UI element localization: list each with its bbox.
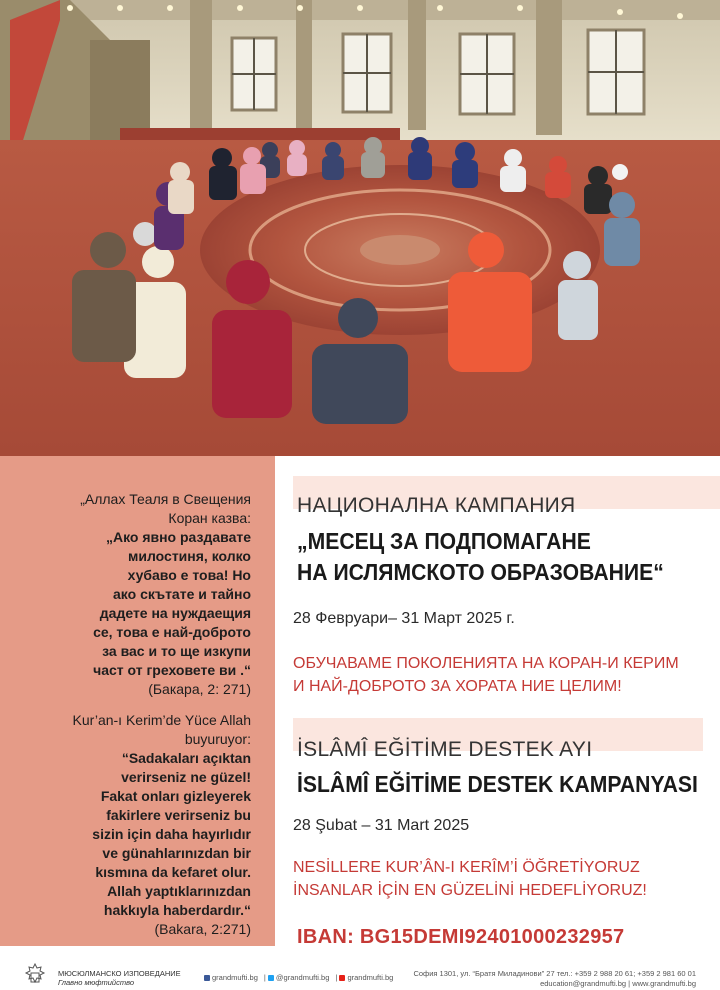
bg-quote-intro-1: „Аллах Теаля в Свещения <box>80 491 251 507</box>
bg-quote <box>24 490 251 699</box>
social-links: grandmufti.bg | @grandmufti.bg | grandmufti.bg <box>204 973 399 982</box>
bg-quote-intro-2: Коран казва: <box>168 510 251 526</box>
campaign-column <box>275 456 720 946</box>
iban-number: IBAN: BG15DEMI92401000232957 <box>297 926 625 948</box>
bg-kicker: НАЦИОНАЛНА КАМПАНИЯ <box>297 494 576 517</box>
footer <box>0 956 720 990</box>
mosque-logo-icon <box>22 962 48 986</box>
bg-dates: 28 Февруари– 31 Март 2025 г. <box>293 610 515 627</box>
tr-quote-line: Fakat onları gizleyerek <box>100 788 251 804</box>
org-name-line-1: МЮСЮЛМАНСКО ИЗПОВЕДАНИЕ <box>58 969 181 978</box>
tr-quote-line: “Sadakaları açıktan <box>121 750 251 766</box>
tr-quote-line: verirseniz ne güzel! <box>121 769 251 785</box>
tr-quote-source: (Bakara, 2:271) <box>154 921 251 937</box>
tr-quote-line: Allah yaptıklarınızdan <box>107 883 251 899</box>
bg-quote-line: ако скътате и тайно <box>113 586 251 602</box>
tr-quote <box>24 711 251 939</box>
twitter-link[interactable]: @grandmufti.bg <box>268 973 332 982</box>
tr-quote-intro-1: Kur’an-ı Kerim’de Yüce Allah <box>72 712 251 728</box>
bg-title-line-2: НА ИСЛЯМСКОТО ОБРАЗОВАНИЕ“ <box>297 559 664 585</box>
bg-title-line-1: „МЕСЕЦ ЗА ПОДПОМАГАНЕ <box>297 528 591 554</box>
tr-quote-intro-2: buyuruyor: <box>184 731 251 747</box>
tr-quote-line: ve günahlarınızdan bir <box>102 845 251 861</box>
quote-column <box>0 456 275 946</box>
tr-quote-line: hakkıyla haberdardır.“ <box>103 902 251 918</box>
bg-quote-line: дадете на нуждаещия <box>99 605 251 621</box>
tr-quote-line: kısmına da kefaret olur. <box>95 864 251 880</box>
bg-quote-line: се, това е най-доброто <box>93 624 251 640</box>
tr-kicker: İSLÂMÎ EĞİTİME DESTEK AYI <box>297 738 593 761</box>
tr-title: İSLÂMÎ EĞİTİME DESTEK KAMPANYASI <box>297 771 698 797</box>
bg-quote-line: „Ако явно раздавате <box>105 529 251 545</box>
tr-quote-line: sizin için daha hayırlıdır <box>92 826 251 842</box>
email-website[interactable]: education@grandmufti.bg | www.grandmufti.bg <box>540 979 696 988</box>
contact-info <box>413 969 696 989</box>
bg-slogan-line-1: ОБУЧАВАМЕ ПОКОЛЕНИЯТА НА КОРАН-И КЕРИМ <box>293 655 679 672</box>
youtube-icon <box>339 975 345 981</box>
facebook-link[interactable]: grandmufti.bg <box>204 973 261 982</box>
bg-quote-line: хубаво е това! Но <box>127 567 251 583</box>
bg-quote-line: милостиня, колко <box>128 548 251 564</box>
facebook-icon <box>204 975 210 981</box>
twitter-icon <box>268 975 274 981</box>
org-name-line-2: Главно мюфтийство <box>58 978 135 987</box>
tr-dates: 28 Şubat – 31 Mart 2025 <box>293 817 470 834</box>
hero-photo <box>0 0 720 456</box>
youtube-link[interactable]: grandmufti.bg <box>339 973 396 982</box>
bg-quote-line: за вас и то ще изкупи <box>102 643 251 659</box>
tr-quote-line: fakirlere verirseniz bu <box>106 807 251 823</box>
bg-quote-source: (Бакара, 2: 271) <box>148 681 251 697</box>
bg-quote-line: част от греховете ви .“ <box>93 662 251 678</box>
org-name <box>58 969 181 987</box>
tr-slogan-line-1: NESİLLERE KUR’ÂN-I KERÎM’İ ÖĞRETİYORUZ <box>293 859 640 876</box>
bg-slogan-line-2: И НАЙ-ДОБРОТО ЗА ХОРАТА НИЕ ЦЕЛИМ! <box>293 678 622 695</box>
address: София 1301, ул. “Братя Миладинови” 27 тел.: +359 2 988 20 61; +359 2 981 60 01 <box>413 969 696 978</box>
tr-slogan-line-2: İNSANLAR İÇİN EN GÜZELİNİ HEDEFLİYORUZ! <box>293 882 647 899</box>
